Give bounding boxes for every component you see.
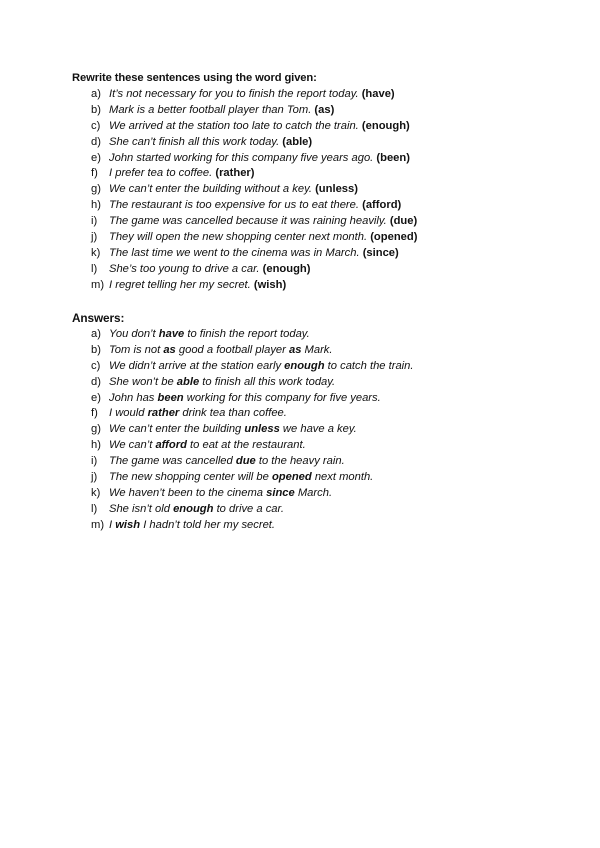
item-sentence: They will open the new shopping center next month. bbox=[109, 231, 368, 244]
item-word: (been) bbox=[376, 151, 410, 164]
item-sentence: She’s too young to drive a car. bbox=[109, 262, 260, 275]
answer-marker: m) bbox=[91, 518, 105, 531]
item-marker: l) bbox=[91, 262, 98, 275]
item-word: (enough) bbox=[262, 262, 311, 275]
answer-after: to catch the train. bbox=[324, 359, 414, 372]
item-text bbox=[109, 87, 395, 103]
item-marker: d) bbox=[91, 135, 101, 148]
item-marker: m) bbox=[91, 278, 105, 291]
answers-heading: Answers: bbox=[72, 311, 125, 325]
answer-after: to drive a car. bbox=[213, 502, 284, 515]
item-word: (have) bbox=[361, 88, 395, 100]
answer-marker: g) bbox=[91, 423, 101, 436]
answer-text bbox=[109, 375, 335, 391]
answer-after-second: Mark. bbox=[301, 343, 333, 356]
answer-text bbox=[109, 438, 306, 454]
item-sentence: We can’t enter the building without a key. bbox=[109, 183, 312, 196]
item-sentence: The restaurant is too expensive for us to eat there. bbox=[109, 199, 359, 212]
item-text bbox=[109, 214, 417, 230]
answer-before: She isn’t old bbox=[109, 502, 174, 515]
answer-after: to finish all this work today. bbox=[199, 375, 336, 388]
answer-key: since bbox=[266, 486, 295, 499]
item-sentence: John started working for this company five years ago. bbox=[109, 151, 374, 164]
answer-after: drink tea than coffee. bbox=[179, 407, 287, 420]
item-word: (as) bbox=[314, 103, 335, 116]
answer-after: to the heavy rain. bbox=[255, 455, 345, 468]
item-word: (due) bbox=[389, 215, 418, 228]
item-marker: a) bbox=[91, 88, 101, 100]
answer-key: due bbox=[235, 455, 256, 468]
answer-text bbox=[109, 391, 381, 407]
answer-text bbox=[109, 454, 345, 470]
answer-marker: j) bbox=[91, 471, 98, 484]
answer-text bbox=[109, 518, 275, 534]
answer-key-second: as bbox=[288, 343, 302, 356]
item-text bbox=[109, 246, 399, 262]
answer-before: You don’t bbox=[109, 328, 159, 340]
item-sentence: She can’t finish all this work today. bbox=[109, 135, 280, 148]
answer-before: Tom is not bbox=[109, 343, 164, 356]
answer-before: The new shopping center will be bbox=[109, 471, 272, 484]
answer-text bbox=[109, 327, 310, 343]
answer-after: to finish the report today. bbox=[184, 328, 310, 340]
answer-marker: e) bbox=[91, 391, 101, 404]
item-sentence: I prefer tea to coffee. bbox=[109, 167, 213, 180]
item-word: (able) bbox=[282, 135, 313, 148]
item-marker: e) bbox=[91, 151, 101, 164]
item-word: (wish) bbox=[253, 278, 287, 291]
answer-before: I bbox=[109, 518, 116, 531]
item-word: (unless) bbox=[315, 183, 358, 196]
answer-marker: c) bbox=[91, 359, 101, 372]
answer-before: The game was cancelled bbox=[109, 455, 236, 468]
answer-marker: d) bbox=[91, 375, 101, 388]
answer-text bbox=[109, 502, 284, 518]
item-word: (opened) bbox=[370, 231, 418, 244]
item-marker: h) bbox=[91, 199, 101, 212]
answer-after: good a football player bbox=[175, 343, 289, 356]
item-text bbox=[109, 182, 358, 198]
answer-text bbox=[109, 422, 357, 438]
item-sentence: I regret telling her my secret. bbox=[109, 278, 251, 291]
answer-key: afford bbox=[155, 439, 187, 452]
item-word: (enough) bbox=[361, 119, 410, 132]
item-marker: b) bbox=[91, 103, 101, 116]
answer-marker: f) bbox=[91, 407, 98, 420]
item-sentence: The game was cancelled because it was raining heavily. bbox=[109, 215, 387, 228]
item-text bbox=[109, 135, 312, 151]
answer-marker: l) bbox=[91, 502, 98, 515]
answer-before: We can’t bbox=[109, 439, 156, 452]
item-marker: f) bbox=[91, 167, 98, 180]
answer-key: unless bbox=[244, 423, 280, 436]
answer-key: enough bbox=[284, 359, 325, 372]
item-sentence: The last time we went to the cinema was in March. bbox=[109, 246, 360, 259]
item-sentence: It’s not necessary for you to finish the report today. bbox=[109, 88, 359, 100]
answer-text bbox=[109, 343, 333, 359]
answer-key: rather bbox=[147, 407, 180, 420]
answer-before: I would bbox=[109, 407, 148, 420]
answer-key: opened bbox=[271, 471, 312, 484]
answer-marker: i) bbox=[91, 455, 98, 468]
item-text bbox=[109, 151, 410, 167]
answer-text bbox=[109, 359, 414, 375]
item-text bbox=[109, 103, 334, 119]
item-marker: k) bbox=[91, 246, 101, 259]
answer-before: She won’t be bbox=[109, 375, 177, 388]
answer-before: We didn’t arrive at the station early bbox=[109, 359, 285, 372]
answer-text bbox=[109, 406, 287, 422]
answer-marker: a) bbox=[91, 328, 101, 340]
answer-after: March. bbox=[294, 486, 333, 499]
answer-text bbox=[109, 486, 332, 502]
item-word: (rather) bbox=[215, 167, 255, 180]
item-text bbox=[109, 166, 255, 182]
answer-before: We can’t enter the building bbox=[109, 423, 245, 436]
answer-key: enough bbox=[173, 502, 214, 515]
item-text bbox=[109, 230, 417, 246]
answer-after: working for this company for five years. bbox=[183, 391, 381, 404]
answer-key: been bbox=[157, 391, 184, 404]
item-text bbox=[109, 119, 410, 135]
answer-key: have bbox=[158, 328, 185, 340]
item-word: (since) bbox=[362, 246, 399, 259]
answer-after: next month. bbox=[311, 471, 374, 484]
item-word: (afford) bbox=[362, 199, 402, 212]
item-marker: c) bbox=[91, 119, 101, 132]
answer-before: John has bbox=[109, 391, 158, 404]
answer-after: to eat at the restaurant. bbox=[186, 439, 306, 452]
answer-key: as bbox=[163, 343, 176, 356]
item-marker: j) bbox=[91, 231, 98, 244]
item-marker: g) bbox=[91, 183, 101, 196]
item-text bbox=[109, 262, 310, 278]
answer-marker: k) bbox=[91, 486, 101, 499]
answer-marker: h) bbox=[91, 439, 101, 452]
item-marker: i) bbox=[91, 215, 98, 228]
answer-key: able bbox=[176, 375, 200, 388]
answer-key: wish bbox=[115, 518, 141, 531]
item-text bbox=[109, 278, 286, 294]
answer-after: we have a key. bbox=[279, 423, 357, 436]
answer-text bbox=[109, 470, 373, 486]
item-sentence: Mark is a better football player than Tom. bbox=[109, 103, 312, 116]
answer-marker: b) bbox=[91, 343, 101, 356]
item-sentence: We arrived at the station too late to catch the train. bbox=[109, 119, 359, 132]
answer-after: I hadn’t told her my secret. bbox=[140, 518, 276, 531]
exercise-heading: Rewrite these sentences using the word given: bbox=[72, 72, 317, 84]
answer-before: We haven’t been to the cinema bbox=[109, 486, 267, 499]
item-text bbox=[109, 198, 401, 214]
